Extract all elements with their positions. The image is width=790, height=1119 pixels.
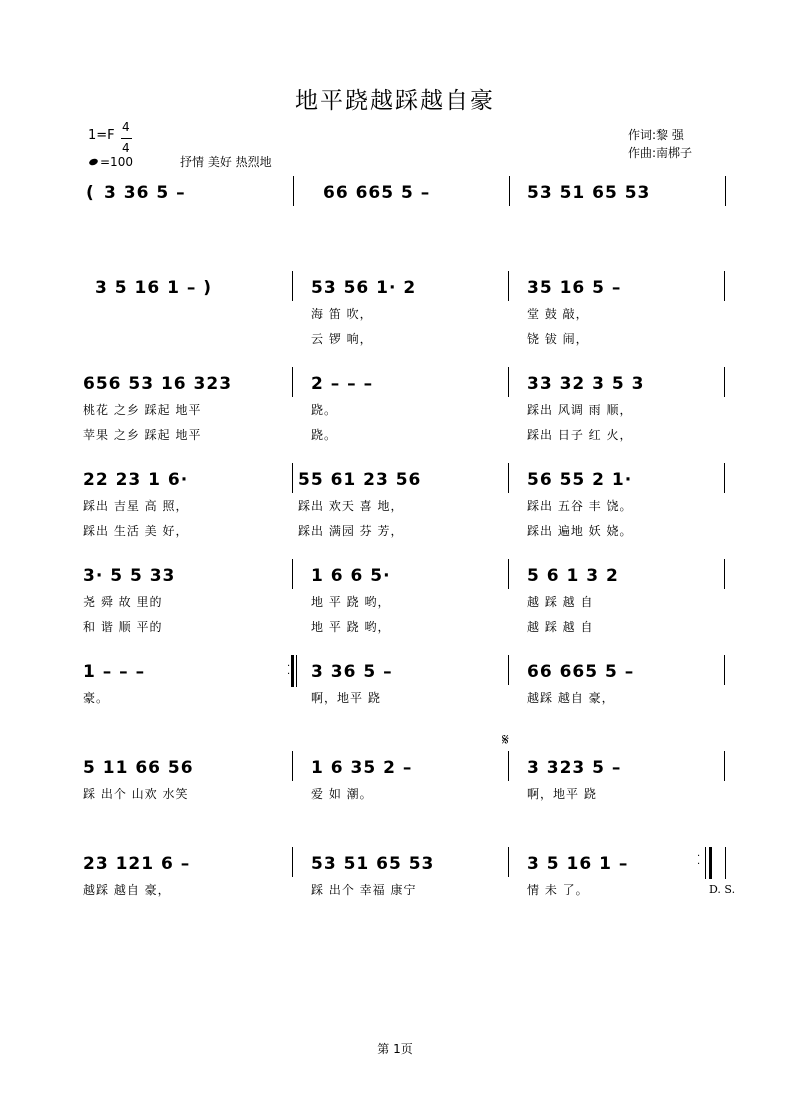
- quarter-note-icon: [88, 158, 99, 167]
- measure-notes: 1 – – –: [83, 662, 146, 682]
- barline: [724, 655, 725, 685]
- lyric-line: 踩出 欢天 喜 地，: [298, 499, 404, 513]
- lyric-line: 跷。: [311, 428, 338, 442]
- lyric-line: 和 谐 顺 平的: [83, 620, 163, 634]
- measure-notes: 23 121 6 –: [83, 854, 191, 874]
- time-signature-top: 4: [122, 120, 130, 134]
- measure-notes: 22 23 1 6·: [83, 470, 189, 490]
- measure-notes: 3 36 5 –: [311, 662, 393, 682]
- measure-notes: 53 51 65 53: [527, 183, 651, 203]
- lyric-line: 情 未 了。: [527, 883, 589, 897]
- lyric-line: 踩出 满园 芬 芳，: [298, 524, 404, 538]
- lyric-line: 踩 出个 幸福 康宁: [311, 883, 417, 897]
- lyric-line: 踩出 日子 红 火，: [527, 428, 633, 442]
- barline: [724, 271, 725, 301]
- barline: [508, 751, 509, 781]
- lyric-line: 越踩 越自 豪，: [527, 691, 615, 705]
- barline: [508, 271, 509, 301]
- measure-notes: 1 6 35 2 –: [311, 758, 413, 778]
- segno-icon: 𝄋: [502, 730, 509, 749]
- song-title: 地平跷越踩越自豪: [295, 88, 495, 114]
- measure-notes: 2 – – –: [311, 374, 374, 394]
- measure-notes: 3 5 16 1 –: [527, 854, 629, 874]
- measure-notes: 66 665 5 –: [527, 662, 635, 682]
- measure-notes: 3· 5 5 33: [83, 566, 176, 586]
- lyric-line: 铙 钹 闹，: [527, 332, 589, 346]
- lyric-line: 越 踩 越 自: [527, 620, 594, 634]
- repeat-end-thick-bar: [709, 847, 712, 879]
- lyric-line: 苹果 之乡 踩起 地平: [83, 428, 202, 442]
- barline: [292, 463, 293, 493]
- final-barline: [725, 847, 726, 879]
- lyric-line: 豪。: [83, 691, 110, 705]
- barline: [508, 559, 509, 589]
- barline: [292, 559, 293, 589]
- lyric-line: 啊，地平 跷: [311, 691, 381, 705]
- measure-notes: 1 6 6 5·: [311, 566, 391, 586]
- lyric-line: 桃花 之乡 踩起 地平: [83, 403, 202, 417]
- barline: [292, 751, 293, 781]
- style-marking: 抒情 美好 热烈地: [180, 155, 272, 169]
- measure-notes: 5 6 1 3 2: [527, 566, 619, 586]
- barline: [508, 367, 509, 397]
- lyric-line: 海 笛 吹，: [311, 307, 373, 321]
- repeat-start-thick-bar: [291, 655, 294, 687]
- dal-segno-marking: D. S.: [709, 883, 736, 896]
- measure-notes: 66 665 5 –: [323, 183, 431, 203]
- lyric-line: 地 平 跷 哟，: [311, 620, 391, 634]
- measure-notes: 35 16 5 –: [527, 278, 622, 298]
- time-signature-divider: [121, 138, 132, 139]
- measure-notes: 5 11 66 56: [83, 758, 194, 778]
- barline: [508, 655, 509, 685]
- lyric-line: 尧 舜 故 里的: [83, 595, 163, 609]
- lyric-line: 踩出 吉星 高 照，: [83, 499, 189, 513]
- lyric-line: 踩出 遍地 妖 娆。: [527, 524, 633, 538]
- measure-notes: 3 323 5 –: [527, 758, 622, 778]
- barline: [724, 463, 725, 493]
- barline: [724, 751, 725, 781]
- barline: [292, 367, 293, 397]
- barline: [292, 847, 293, 877]
- repeat-end-thin-bar: [705, 847, 706, 879]
- tempo-marking: =100: [100, 155, 133, 169]
- lyric-line: 爱 如 潮。: [311, 787, 373, 801]
- measure-notes: 53 51 65 53: [311, 854, 435, 874]
- lyric-line: 越踩 越自 豪，: [83, 883, 171, 897]
- repeat-open-paren: (: [86, 183, 95, 203]
- lyricist-credit: 作词:黎 强: [628, 128, 684, 142]
- lyric-line: 踩出 五谷 丰 饶。: [527, 499, 633, 513]
- lyric-line: 越 踩 越 自: [527, 595, 594, 609]
- barline: [509, 176, 510, 206]
- composer-credit: 作曲:南梆子: [628, 146, 693, 160]
- lyric-line: 跷。: [311, 403, 338, 417]
- measure-notes: 53 56 1· 2: [311, 278, 417, 298]
- barline: [292, 271, 293, 301]
- measure-notes: 33 32 3 5 3: [527, 374, 645, 394]
- lyric-line: 踩 出个 山欢 水笑: [83, 787, 189, 801]
- page-number: 第 1页: [377, 1042, 413, 1056]
- lyric-line: 堂 鼓 敲，: [527, 307, 589, 321]
- lyric-line: 踩出 生活 美 好，: [83, 524, 189, 538]
- time-signature-bottom: 4: [122, 141, 130, 155]
- repeat-dots: · ·: [287, 661, 291, 680]
- key-signature: 1=F: [88, 128, 115, 143]
- barline: [293, 176, 294, 206]
- measure-notes: 3 36 5 –: [104, 183, 186, 203]
- measure-notes: 56 55 2 1·: [527, 470, 633, 490]
- barline: [724, 367, 725, 397]
- lyric-line: 地 平 跷 哟，: [311, 595, 391, 609]
- lyric-line: 啊，地平 跷: [527, 787, 597, 801]
- repeat-end-dots: · ·: [697, 851, 701, 870]
- barline: [724, 559, 725, 589]
- barline: [508, 463, 509, 493]
- measure-notes: 656 53 16 323: [83, 374, 233, 394]
- measure-notes: 55 61 23 56: [298, 470, 422, 490]
- lyric-line: 云 锣 响，: [311, 332, 373, 346]
- measure-notes: 3 5 16 1 – ): [95, 278, 213, 298]
- barline: [725, 176, 726, 206]
- barline: [508, 847, 509, 877]
- lyric-line: 踩出 风调 雨 顺，: [527, 403, 633, 417]
- repeat-start-thin-bar: [296, 655, 297, 687]
